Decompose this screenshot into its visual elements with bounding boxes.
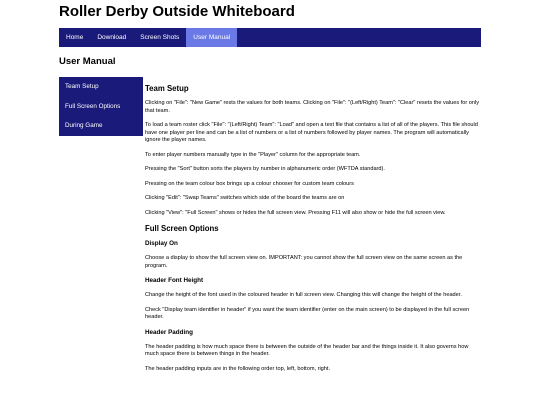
subheading-header-padding: Header Padding — [145, 328, 193, 336]
subheading-display-on: Display On — [145, 240, 178, 247]
page-heading: User Manual — [59, 56, 116, 67]
subheading-header-font-height: Header Font Height — [145, 277, 204, 284]
section-heading-team-setup: Team Setup — [145, 84, 189, 93]
sidebar-item-during-game[interactable]: During Game — [65, 122, 103, 130]
paragraph: Change the height of the font used in the coloured header in full screen view. Changing this will change the height of the header. — [145, 292, 462, 298]
paragraph: Pressing on the team colour box brings up a colour chooser for custom team colours — [145, 180, 354, 187]
sidebar-item-team-setup[interactable]: Team Setup — [65, 83, 99, 91]
paragraph: To load a team roster click "File": "(Left/Right) Team": "Load" and open a text file that contains a list of all of the players. This file should have one player per line and can be a list of numbers or a list of numbers followed by player names. The program will automatically ignore the player names. — [145, 122, 478, 143]
site-title: Roller Derby Outside Whiteboard — [59, 3, 295, 20]
paragraph: Clicking "View": "Full Screen" shows or hides the full screen view. Pressing F11 will also show or hide the full screen view. — [145, 209, 446, 216]
sidebar — [59, 77, 143, 136]
paragraph: Clicking "Edit": "Swap Teams" switches which side of the board the teams are on — [145, 195, 345, 201]
paragraph: Check "Display team identifier in header" if you want the team identifier (enter on the main screen) to be displayed in the full screen header. — [145, 306, 470, 320]
sidebar-item-full-screen-options[interactable]: Full Screen Options — [65, 102, 121, 110]
manual-content — [145, 84, 481, 380]
paragraph: Choose a display to show the full screen view on. IMPORTANT: you cannot show the full screen view on the same screen as the program. — [145, 255, 463, 269]
paragraph: The header padding inputs are in the following order top, left, bottom, right. — [145, 365, 331, 372]
paragraph: The header padding is how much space there is between the outside of the header bar and the things inside it. It also governs how much space there is between things in the header. — [145, 343, 469, 357]
paragraph: Pressing the "Sort" button sorts the players by number in alphanumeric order (WFTDA standard). — [145, 166, 385, 172]
section-heading-full-screen-options: Full Screen Options — [145, 224, 219, 233]
nav-user-manual[interactable]: User Manual — [186, 28, 237, 47]
nav-download[interactable]: Download — [97, 34, 127, 41]
paragraph: Clicking on "File": "New Game" rests the values for both teams. Clicking on "File": "(Left/Right) Team": "Clear" resets the values for only that team. — [145, 100, 480, 114]
paragraph: To enter player numbers manually type in the "Player" column for the appropriate team. — [145, 151, 361, 158]
nav-screen-shots[interactable]: Screen Shots — [140, 34, 180, 41]
top-nav — [59, 28, 481, 47]
nav-home[interactable]: Home — [66, 34, 84, 41]
